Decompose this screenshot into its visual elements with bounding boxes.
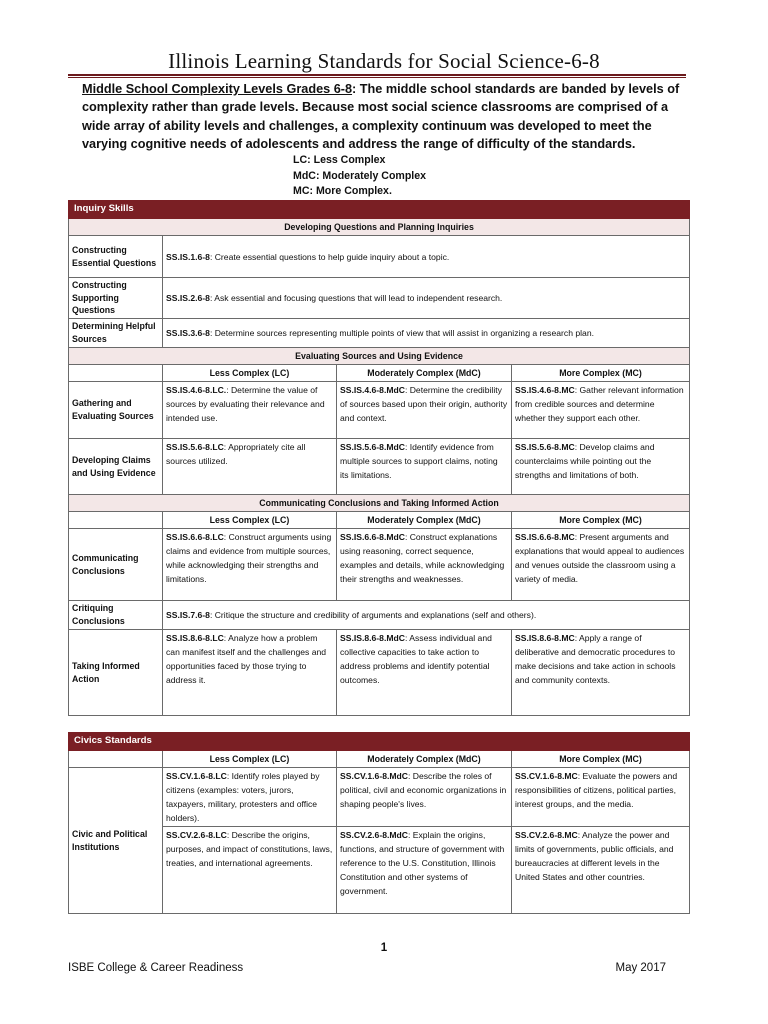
standard-is4-mc (512, 382, 690, 439)
standard-cv1-mdc (337, 768, 512, 827)
legend-mc: MC: More Complex. (293, 185, 392, 197)
colhdr-blank (69, 365, 163, 382)
standard-is1 (163, 236, 690, 278)
standard-is8-mc (512, 630, 690, 716)
standard-cv1-mc (512, 768, 690, 827)
page-title: Illinois Learning Standards for Social Science-6-8 (168, 49, 600, 73)
standard-code: SS.IS.7.6-8 (166, 610, 210, 621)
standard-text: : Develop claims and counterclaims while pointing out the strengths and limitations of both. (515, 442, 655, 481)
standard-code: SS.IS.8.6-8.MdC (340, 633, 405, 644)
standard-is3 (163, 319, 690, 348)
inquiry-band: Inquiry Skills (69, 201, 690, 219)
footer-date: May 2017 (615, 962, 666, 974)
intro-text: : The middle school standards are banded by levels of complexity rather than grade levels. Because most social science classrooms are comprised of a wide array of ability levels and challenges, a complexity continuum was developed to meet the varying cognitive needs of adolescents and address the range of difficulty of the standards. (82, 82, 680, 151)
standard-code: SS.IS.5.6-8.MC (515, 442, 575, 453)
row-label-civic-institutions: Civic and Political Institutions (69, 768, 163, 914)
civics-standards-table (68, 732, 690, 914)
colhdr-blank (69, 751, 163, 768)
standard-cv1-lc (163, 768, 337, 827)
subheader-communicating: Communicating Conclusions and Taking Informed Action (69, 495, 690, 512)
standard-code: SS.CV.2.6-8.MdC (340, 830, 408, 840)
standard-is4-mdc (337, 382, 512, 439)
subheader-evaluating-sources: Evaluating Sources and Using Evidence (69, 348, 690, 365)
row-label-gathering: Gathering and Evaluating Sources (69, 382, 163, 439)
legend-mdc: MdC: Moderately Complex (293, 169, 427, 182)
standard-text: : Identify evidence from multiple sources to support claims, noting its limitations. (340, 442, 498, 481)
subheader-developing-questions: Developing Questions and Planning Inquiries (69, 219, 690, 236)
footer-org: ISBE College & Career Readiness (68, 962, 244, 974)
standard-text: : Explain the origins, functions, and structure of government with reference to the U.S. Constitution, Illinois Constitution and other systems of government. (340, 830, 505, 896)
standard-text: : Analyze how a problem can manifest itself and the challenges and opportunities faced by those trying to address it. (166, 633, 327, 686)
standard-text: : Construct explanations using reasoning, correct sequence, examples and details, while acknowledging their strengths and weaknesses. (340, 532, 505, 585)
standard-code: SS.IS.6.6-8.LC (166, 532, 224, 543)
page-number: 1 (380, 942, 388, 954)
standard-text: : Determine the value of sources by evaluating their relevance and intended use. (166, 385, 325, 424)
standard-is6-mdc (337, 529, 512, 601)
standard-is5-mc (512, 439, 690, 495)
standard-cv2-mc (512, 827, 690, 914)
standard-code: SS.IS.5.6-8.MdC (340, 442, 405, 453)
standard-text: : Apply a range of deliberative and democratic procedures to make decisions and take action in schools and community contexts. (515, 633, 676, 686)
row-label-taking-action: Taking Informed Action (69, 630, 163, 716)
colhdr-lc: Less Complex (LC) (163, 751, 337, 768)
standard-cv2-lc (163, 827, 337, 914)
legend-lc: LC: Less Complex (293, 154, 386, 166)
standard-is2 (163, 278, 690, 319)
standard-code: SS.IS.6.6-8.MdC (340, 532, 405, 543)
colhdr-lc: Less Complex (LC) (163, 512, 337, 529)
standard-text: : Present arguments and explanations that would appeal to audiences and venues outside the classroom using a variety of media. (515, 532, 685, 585)
standard-code: SS.CV.2.6-8.MC (515, 830, 578, 840)
standard-is6-mc (512, 529, 690, 601)
standard-text: : Critique the structure and credibility of arguments and explanations (self and others). (209, 610, 537, 621)
standard-code: SS.CV.1.6-8.MC (515, 771, 578, 781)
standard-is8-lc (163, 630, 337, 716)
colhdr-blank (69, 512, 163, 529)
row-label-constructing-supporting: Constructing Supporting Questions (69, 278, 163, 319)
civics-band: Civics Standards (69, 733, 690, 751)
standard-text: : Describe the roles of political, civil and economic organizations in shaping people's lives. (340, 771, 507, 809)
standard-is8-mdc (337, 630, 512, 716)
standard-code: SS.IS.4.6-8.MC (515, 385, 575, 396)
standard-code: SS.CV.1.6-8.MdC (340, 771, 408, 781)
standard-text: : Evaluate the powers and responsibilities of citizens, political parties, interest groups, and the media. (515, 771, 678, 809)
standard-code: SS.IS.3.6-8 (166, 328, 210, 339)
standard-text: : Assess individual and collective capacities to take action to address problems and identify potential outcomes. (340, 633, 492, 686)
standard-code: SS.IS.2.6-8 (166, 293, 210, 304)
standard-code: SS.IS.1.6-8 (166, 251, 210, 262)
standard-code: SS.IS.6.6-8.MC (515, 532, 575, 543)
colhdr-mc: More Complex (MC) (512, 512, 690, 529)
colhdr-mc: More Complex (MC) (512, 365, 690, 382)
standard-text: : Determine the credibility of sources based upon their origin, authority and context. (340, 385, 508, 424)
standard-text: : Create essential questions to help guide inquiry about a topic. (209, 251, 450, 262)
standard-is6-lc (163, 529, 337, 601)
row-label-determining-sources: Determining Helpful Sources (69, 319, 163, 348)
standard-text: : Describe the origins, purposes, and impact of constitutions, laws, treaties, and international agreements. (166, 830, 333, 868)
standard-is5-mdc (337, 439, 512, 495)
standard-text: : Ask essential and focusing questions that will lead to independent research. (209, 293, 503, 304)
row-label-communicating: Communicating Conclusions (69, 529, 163, 601)
standard-code: SS.IS.8.6-8.LC (166, 633, 224, 644)
standard-code: SS.IS.8.6-8.MC (515, 633, 575, 644)
intro-lead: Middle School Complexity Levels Grades 6-8 (82, 82, 353, 96)
intro-paragraph (82, 80, 682, 153)
standard-code: SS.IS.4.6-8.MdC (340, 385, 405, 396)
standard-code: SS.CV.2.6-8.LC (166, 830, 227, 840)
standard-text: : Analyze the power and limits of governments, public officials, and bureaucracies at different levels in the United States and other countries. (515, 830, 674, 882)
row-label-claims: Developing Claims and Using Evidence (69, 439, 163, 495)
standard-text: : Construct arguments using claims and evidence from multiple sources, while acknowledging their strengths and limitations. (166, 532, 332, 585)
standard-is5-lc (163, 439, 337, 495)
complexity-legend (293, 153, 426, 200)
standard-is7 (163, 601, 690, 630)
colhdr-lc: Less Complex (LC) (163, 365, 337, 382)
standard-text: : Determine sources representing multiple points of view that will assist in organizing a research plan. (209, 328, 594, 339)
standard-text: : Gather relevant information from credible sources and determine whether they support each other. (515, 385, 684, 424)
colhdr-mdc: Moderately Complex (MdC) (337, 751, 512, 768)
standard-text: : Appropriately cite all sources utilized. (166, 442, 306, 467)
colhdr-mdc: Moderately Complex (MdC) (337, 365, 512, 382)
standard-is4-lc (163, 382, 337, 439)
standard-code: SS.IS.5.6-8.LC (166, 442, 224, 453)
standard-cv2-mdc (337, 827, 512, 914)
standard-code: SS.CV.1.6-8.LC (166, 771, 227, 781)
row-label-critiquing: Critiquing Conclusions (69, 601, 163, 630)
title-rule (68, 74, 686, 78)
row-label-constructing-essential: Constructing Essential Questions (69, 236, 163, 278)
standard-code: SS.IS.4.6-8.LC. (166, 385, 227, 396)
colhdr-mdc: Moderately Complex (MdC) (337, 512, 512, 529)
colhdr-mc: More Complex (MC) (512, 751, 690, 768)
standard-text: : Identify roles played by citizens (examples: voters, jurors, taxpayers, military, protesters and office holders). (166, 771, 320, 823)
inquiry-skills-table (68, 200, 690, 716)
